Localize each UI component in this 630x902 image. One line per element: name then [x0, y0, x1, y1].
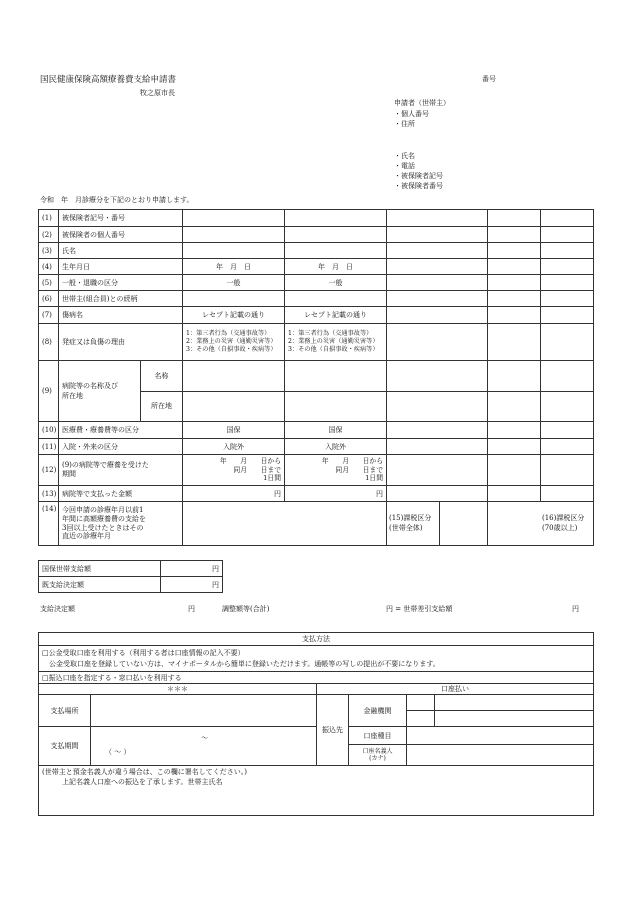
row-label: 世帯主(組合員)との続柄: [59, 291, 183, 307]
decision-unit: 円: [188, 605, 195, 613]
hospital-label-line: 病院等の名称及び: [62, 382, 118, 390]
applicant-field: ・住所: [394, 120, 415, 128]
table-row: [39, 577, 223, 593]
table-row: [39, 227, 594, 243]
table-row: [39, 455, 594, 486]
row-no: (4): [39, 259, 59, 275]
disease-cell: レセプト記載の通り: [285, 307, 387, 324]
account-holder-field[interactable]: [407, 745, 594, 766]
statement: 令和 年 月診療分を下記のとおり申請します。: [40, 196, 194, 204]
prior-benefit-label-line: 直近の診療年月: [62, 532, 111, 541]
table-row: [39, 259, 594, 275]
row-label: 生年月日: [59, 259, 183, 275]
bank-label: 金融機関: [349, 695, 407, 727]
account-holder-label-line: 口座名義人: [362, 747, 393, 755]
row-label: 発症又は負傷の理由: [59, 324, 183, 361]
contact-field: ・被保険者番号: [394, 182, 443, 190]
row-label: 入院・外来の区分: [59, 439, 183, 455]
period-line: 1日間: [263, 474, 281, 483]
period-line: 同月 日まで: [233, 465, 281, 474]
number-label: 番号: [482, 75, 496, 83]
applicant-heading: 申請者（世帯主）: [394, 99, 450, 107]
amount-value[interactable]: 円: [161, 577, 223, 593]
period-cell[interactable]: [285, 455, 387, 486]
period-label-line: (9)の病院等で療養を受けた: [62, 460, 149, 469]
amount-label: 国保世帯支給額: [39, 561, 161, 577]
adjustment-label: 調整額等(合計): [222, 605, 270, 613]
table-row: [39, 324, 594, 361]
birthdate-cell[interactable]: 年 月 日: [285, 259, 387, 275]
payment-table: [38, 632, 594, 816]
contact-field: ・被保険者記号: [394, 172, 443, 180]
recipient: 牧之原市長: [140, 89, 175, 97]
tax-class-label: (15)課税区分: [389, 514, 432, 523]
row-no: (7): [39, 307, 59, 324]
row-no: (12): [39, 455, 59, 486]
inpatient-cell: 入院外: [285, 439, 387, 455]
table-row: [39, 695, 594, 711]
inpatient-cell: 入院外: [183, 439, 285, 455]
tax-class-household-field[interactable]: [440, 502, 487, 545]
row-no: (10): [39, 422, 59, 439]
table-row: [39, 439, 594, 455]
table-row: [39, 291, 594, 307]
cause-options[interactable]: [183, 324, 285, 361]
table-row: [39, 646, 594, 672]
period-line: 1日間: [365, 474, 383, 483]
tax-class-label: (16)課税区分: [542, 514, 585, 523]
row-no: (8): [39, 324, 59, 361]
table-row: [39, 307, 594, 324]
period-tilde: 〜: [201, 734, 208, 742]
hospital-address-label: 所在地: [151, 402, 172, 411]
cost-category-cell: 国保: [285, 422, 387, 439]
row-no: (1): [39, 210, 59, 227]
table-row: [39, 561, 223, 577]
public-account-note: 公金受取口座を登録していない方は、マイナポータルから簡単に登録いただけます。通帳等の写しの提出が不要になります。: [49, 659, 440, 668]
cause-option: 3：その他（自損事故・疾病等）: [186, 346, 277, 354]
row-no: (6): [39, 291, 59, 307]
row-label: 病院等で支払った金額: [59, 486, 183, 502]
transfer-to-label: 振込先: [317, 695, 349, 766]
tax-class-label: (70歳以上): [542, 523, 578, 532]
period-label-line: 期間: [62, 470, 76, 478]
row-no: (3): [39, 243, 59, 259]
disease-cell: レセプト記載の通り: [183, 307, 285, 324]
table-row: [39, 361, 594, 392]
cause-option: 2：業務上の災害（通勤災害等）: [288, 337, 379, 345]
prior-benefit-label-line: 年間に高額療養費の支給を: [62, 514, 146, 523]
cost-category-cell: 国保: [183, 422, 285, 439]
tax-class-label: (世帯全体): [389, 523, 423, 532]
period-line: 年 月 日から: [321, 457, 383, 466]
period-line: 同月 日まで: [335, 465, 383, 474]
transfer-option[interactable]: □振込口座を指定する・窓口払いを利用する: [39, 672, 594, 684]
row-no: (9): [39, 361, 59, 422]
prior-benefit-label: [59, 502, 183, 546]
row-no: (13): [39, 486, 59, 502]
window-payment-column-label: ＊＊＊: [39, 684, 317, 695]
hospital-name-label: 名称: [141, 361, 182, 392]
row-label: 被保険者の個人番号: [59, 227, 183, 243]
cause-option: 2：業務上の災害（通勤災害等）: [186, 337, 277, 345]
payment-place-label: 支払場所: [39, 695, 91, 727]
account-type-field[interactable]: [407, 727, 594, 745]
birthdate-cell[interactable]: 年 月 日: [183, 259, 285, 275]
branch-field[interactable]: [435, 711, 594, 727]
account-holder-label-line: (カナ): [369, 755, 386, 763]
period-line: 年 月 日から: [219, 457, 281, 466]
bank-field[interactable]: [407, 695, 435, 711]
row-label: 医療費・療養費等の区分: [59, 422, 183, 439]
hospital-label: [59, 361, 183, 422]
period-cell[interactable]: [183, 455, 285, 486]
paid-amount-cell[interactable]: 円: [183, 486, 285, 502]
consent-statement: 上記名義人口座への振込を了承します。世帯主氏名: [62, 777, 223, 786]
row-label: 被保険者記号・番号: [59, 210, 183, 227]
paid-amount-cell[interactable]: 円: [285, 486, 387, 502]
account-holder-label: [349, 745, 407, 766]
category-cell: 一般: [183, 275, 285, 291]
table-row: [39, 486, 594, 502]
branch-field[interactable]: [407, 711, 435, 727]
table-row: [39, 243, 594, 259]
consent-area[interactable]: [39, 766, 594, 816]
table-row: [39, 502, 594, 546]
row-label: 氏名: [59, 243, 183, 259]
table-row: [39, 684, 594, 695]
table-row: [39, 275, 594, 291]
account-payment-column-label: 口座払い: [317, 684, 594, 695]
main-table: [38, 209, 594, 546]
amount-value[interactable]: 円: [161, 561, 223, 577]
table-row: [39, 633, 594, 646]
hospital-label-line: 所在地: [62, 392, 83, 400]
net-benefit-label: 円 = 世帯差引支給額: [386, 605, 453, 613]
amount-box: [38, 560, 223, 593]
row-no: (14): [39, 502, 59, 546]
period-range: （ ～ ）: [105, 748, 131, 756]
decision-label: 支給決定額: [40, 605, 75, 613]
public-account-option[interactable]: □公金受取口座を利用する（利用する者は口座情報の記入不要）: [42, 649, 245, 658]
category-cell: 一般: [285, 275, 387, 291]
prior-benefit-label-line: 3回以上受けたときはその: [62, 523, 144, 532]
net-benefit-unit: 円: [572, 605, 579, 613]
prior-benefit-label-line: 今回申請の診療年月以前1: [62, 505, 144, 514]
payment-period-field[interactable]: [91, 727, 317, 766]
table-row: [39, 210, 594, 227]
table-row: [39, 766, 594, 816]
row-no: (11): [39, 439, 59, 455]
payment-heading: 支払方法: [39, 633, 594, 646]
table-row: [39, 672, 594, 684]
row-no: (2): [39, 227, 59, 243]
table-row: [39, 727, 594, 745]
contact-field: ・電話: [394, 162, 415, 170]
cause-option: 3：その他（自損事故・疾病等）: [288, 346, 379, 354]
payment-period-label: 支払期間: [39, 727, 91, 766]
cause-option: 1：第三者行為（交通事故等）: [288, 329, 373, 337]
consent-instruction: (世帯主と預金名義人が違う場合は、この欄に署名してください。): [42, 768, 247, 776]
amount-label: 既支給決定額: [39, 577, 161, 593]
table-row: [39, 422, 594, 439]
form-title: 国民健康保険高額療養費支給申請書: [40, 75, 177, 85]
bank-field[interactable]: [435, 695, 594, 711]
cause-options[interactable]: [285, 324, 387, 361]
row-no: (5): [39, 275, 59, 291]
payment-place-field[interactable]: [91, 695, 317, 727]
cause-option: 1：第三者行為（交通事故等）: [186, 329, 271, 337]
row-label: 傷病名: [59, 307, 183, 324]
contact-field: ・氏名: [394, 152, 415, 160]
row-label: 一般・退職の区分: [59, 275, 183, 291]
account-type-label: 口座種目: [349, 727, 407, 745]
period-label: [59, 455, 183, 486]
applicant-field: ・個人番号: [394, 110, 429, 118]
